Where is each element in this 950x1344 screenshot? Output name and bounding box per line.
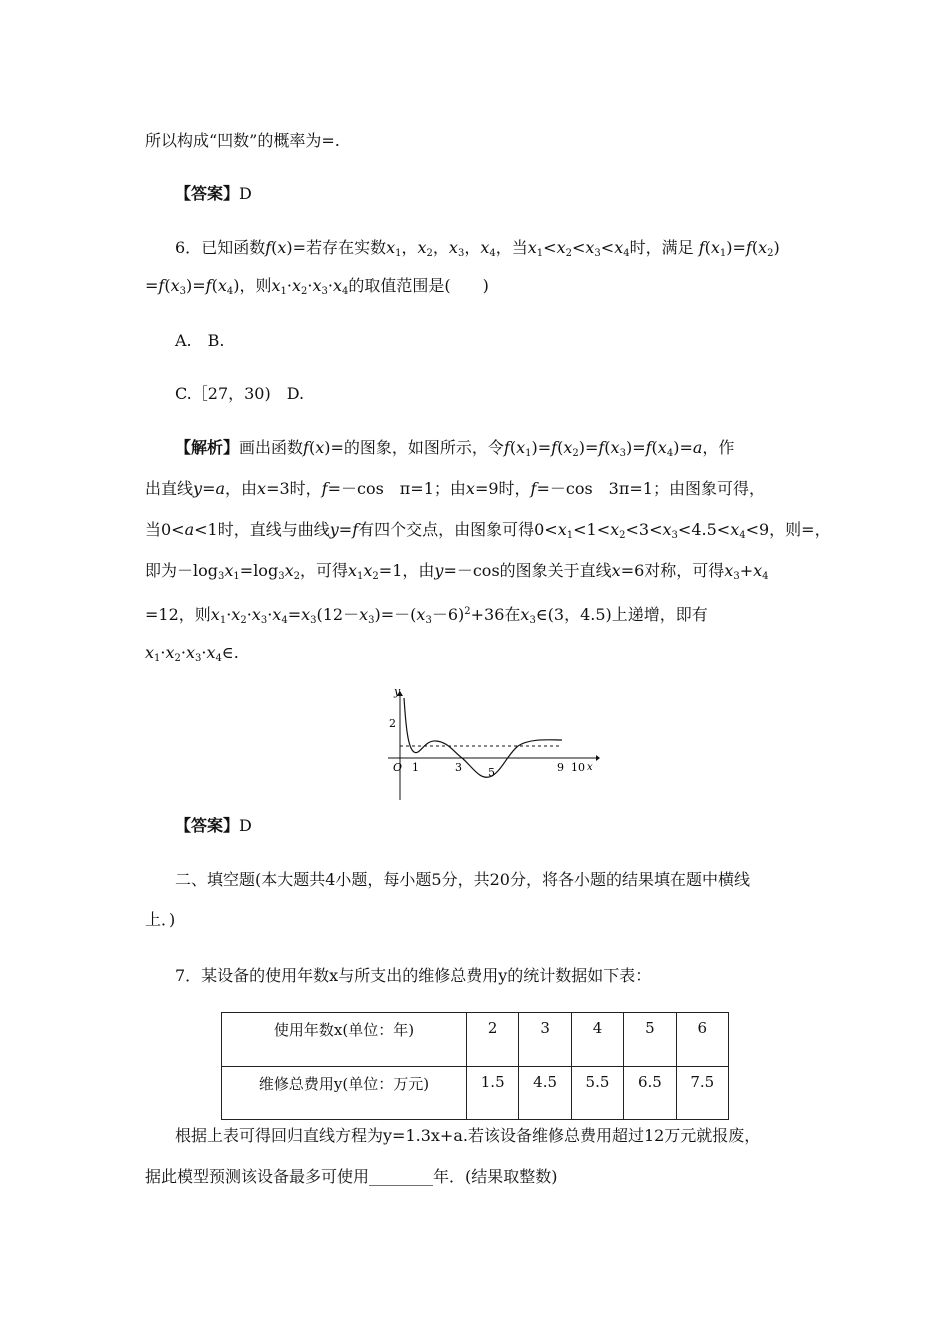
analysis-text: =1，由	[378, 561, 435, 580]
analysis-text: =－cos 3π=1；由图象可得，	[536, 479, 765, 498]
problem-text: =若存在实数	[292, 238, 387, 257]
y-axis-label: y	[394, 688, 401, 698]
analysis-text: －6)	[431, 605, 465, 624]
intro-line: 所以构成“凹数”的概率为=.	[145, 131, 340, 150]
table-cell: 6	[676, 1013, 728, 1067]
analysis-label: 【解析】	[175, 438, 240, 457]
answer-value: D	[239, 184, 252, 203]
analysis-text: <1时，直线与曲线	[194, 520, 330, 539]
analysis-line-2: 出直线y=a，由x=3时，f=－cos π=1；由x=9时，f=－cos 3π=1；由图象可得，	[145, 479, 765, 498]
x-tick-label: 9	[557, 761, 564, 774]
answer-label: 【答案】	[175, 184, 240, 203]
analysis-text: ，作	[702, 438, 735, 457]
table-cell: 6.5	[624, 1066, 676, 1120]
analysis-text: <4.5<	[677, 520, 731, 539]
table-cell: 5.5	[571, 1066, 623, 1120]
answer-label: 【答案】	[175, 816, 240, 835]
problem-number: 6．	[175, 238, 202, 257]
analysis-line-1: 【解析】画出函数f(x)=的图象，如图所示，令$f(x_1)=f(x_2)=f(x_3)=f(x_4)=a$，作	[175, 438, 735, 459]
function-graph	[384, 688, 600, 806]
problem-text: 已知函数	[201, 238, 266, 257]
analysis-text: =3时，	[266, 479, 322, 498]
table-cell: 2	[467, 1013, 519, 1067]
table-row-header: 使用年数x(单位：年)	[222, 1013, 467, 1067]
analysis-text: 即为－log	[145, 561, 218, 580]
x-axis-label: x	[587, 762, 593, 773]
table-row	[222, 1013, 729, 1067]
analysis-text: =log	[239, 561, 279, 580]
x-tick-label: 10	[571, 761, 585, 774]
problem-7-text-2: 据此模型预测该设备最多可使用________年．(结果取整数)	[145, 1167, 558, 1186]
math-f: f	[265, 238, 272, 257]
analysis-line-5: =12，则$x_1\cdot x_2\cdot x_3\cdot x_4=x_3(12-x_3)=-(x_3-6)^2+36$在$x_3\in(3$，4.5)上递增，即有	[145, 605, 708, 626]
analysis-text: ，由	[225, 479, 258, 498]
function-curve	[404, 698, 562, 777]
math-x: x	[277, 238, 287, 257]
analysis-line-4: 即为$-\log_3x_1=\log_3x_2$，可得$x_1x_2=1$，由y=－cos的图象关于直线x=6对称，可得$x_3+x_4$	[145, 561, 769, 582]
analysis-text: <3<	[625, 520, 663, 539]
analysis-text: 出直线	[145, 479, 194, 498]
analysis-text: =－cos π=1；由	[327, 479, 466, 498]
analysis-text: +36在	[470, 605, 521, 624]
analysis-text: (12－	[316, 605, 360, 624]
analysis-text: ∈(3，4.5)上递增，即有	[535, 605, 708, 624]
section-2-line-2: 上．)	[145, 910, 176, 929]
section-2-line-1: 二、填空题(本大题共4小题，每小题5分，共20分，将各小题的结果填在题中横线	[175, 870, 750, 889]
x-tick-label: 1	[412, 761, 419, 774]
x-axis-arrow-icon	[596, 755, 600, 761]
analysis-text: <1<	[573, 520, 611, 539]
problem-6-line-2: $=f(x_3)=f(x_4)$，则$x_1\cdot x_2\cdot x_3\cdot x_4$的取值范围是( )	[145, 276, 489, 297]
table-cell: 3	[519, 1013, 571, 1067]
analysis-line-3: 当0<a<1时，直线与曲线y=f有四个交点，由图象可得$0<x_1<1<x_2<3<x_3<4.5<x_4<9$，则=，	[145, 520, 831, 541]
table-cell: 1.5	[467, 1066, 519, 1120]
data-table	[221, 1012, 729, 1120]
analysis-text: =的图象，如图所示，令	[330, 438, 504, 457]
problem-7-text-1: 根据上表可得回归直线方程为y=1.3x+a.若该设备维修总费用超过12万元就报废，	[175, 1126, 761, 1145]
analysis-text: )=－(	[374, 605, 417, 624]
table-cell: 5	[624, 1013, 676, 1067]
table-row	[222, 1066, 729, 1120]
y-tick-label: 2	[389, 717, 396, 730]
origin-label: O	[393, 761, 403, 774]
options-ab: A. B.	[175, 331, 225, 350]
analysis-text: =－cos的图象关于直线	[443, 561, 612, 580]
answer-value: D	[239, 816, 252, 835]
analysis-text: =9时，	[474, 479, 531, 498]
analysis-text: =6对称，可得	[620, 561, 725, 580]
table-cell: 4.5	[519, 1066, 571, 1120]
analysis-text: 当0<	[145, 520, 185, 539]
analysis-text: =	[679, 438, 693, 457]
analysis-text: =12，则	[145, 605, 211, 624]
answer-2	[175, 815, 252, 837]
x-tick-label: 5	[488, 766, 495, 779]
problem-text: ，则	[239, 276, 272, 295]
analysis-text: 有四个交点，由图象可得0<	[358, 520, 558, 539]
table-cell: 4	[571, 1013, 623, 1067]
analysis-text: ∈.	[221, 643, 239, 662]
problem-7-intro: 7．某设备的使用年数x与所支出的维修总费用y的统计数据如下表：	[175, 966, 652, 985]
x-tick-label: 3	[455, 761, 462, 774]
answer-1	[175, 183, 252, 205]
problem-text: ，当	[495, 238, 528, 257]
analysis-text: 画出函数	[239, 438, 304, 457]
table-cell: 7.5	[676, 1066, 728, 1120]
options-cd: C.［27，30) D.	[175, 384, 305, 403]
analysis-text: <9，则=，	[745, 520, 831, 539]
problem-text: 的取值范围是( )	[348, 276, 489, 295]
problem-text: 时，满足	[629, 238, 694, 257]
analysis-text: ，可得	[299, 561, 348, 580]
analysis-line-6: $x_1\cdot x_2\cdot x_3\cdot x_4\in$.	[145, 643, 239, 664]
table-row-header: 维修总费用y(单位：万元)	[222, 1066, 467, 1120]
problem-6-line-1: 6．已知函数f(x)=若存在实数$x_1$，$x_2$，$x_3$，$x_4$，当$x_1<x_2<x_3<x_4$时，满足 $f(x_1)=f(x_2)$	[175, 238, 780, 259]
math-eq: =	[732, 238, 746, 257]
